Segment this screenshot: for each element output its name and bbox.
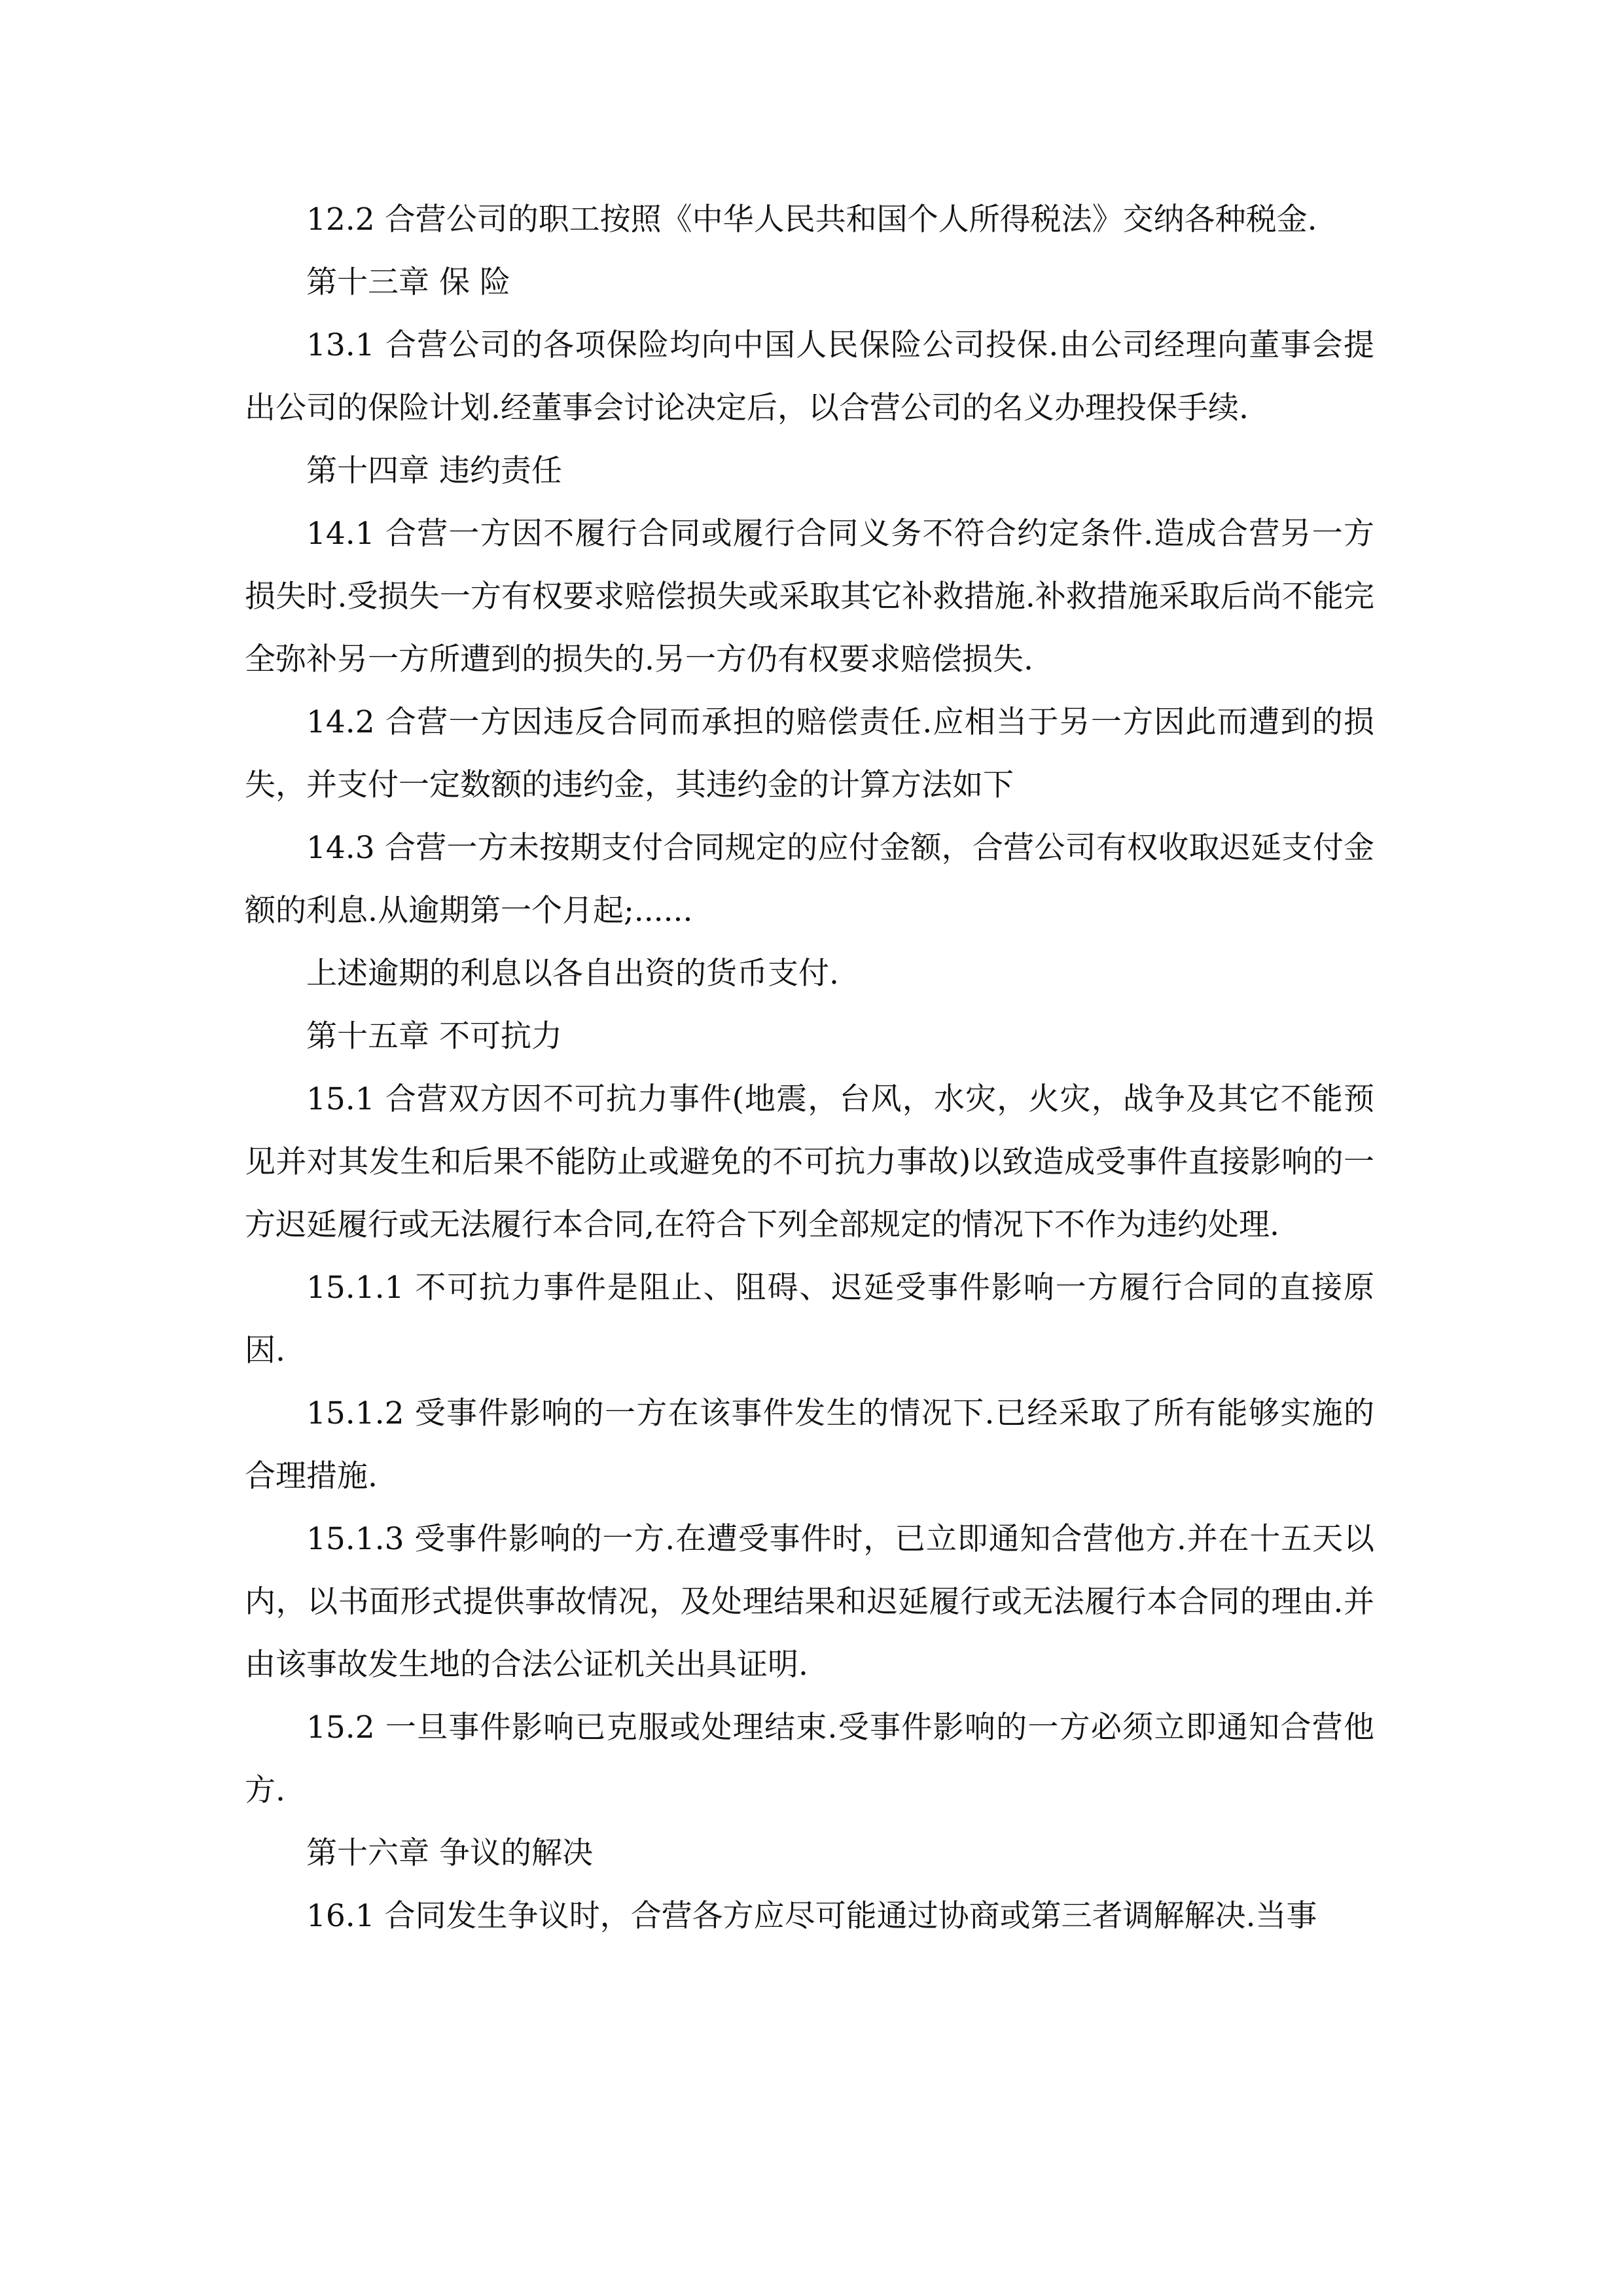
clause-15-2: 15.2 一旦事件影响已克服或处理结束.受事件影响的一方必须立即通知合营他方. [245,1710,1374,1808]
chapter-13-heading: 第十三章 保 险 [306,264,510,300]
clause-14-1: 14.1 合营一方因不履行合同或履行合同义务不符合约定条件.造成合营另一方损失时.受损失一方有权要求赔偿损失或采取其它补救措施.补救措施采取后尚不能完全弥补另一方所遭到的损失的.另一方仍有权要求赔偿损失. [245,516,1374,677]
clause-14-3: 14.3 合营一方未按期支付合同规定的应付金额，合营公司有权收取迟延支付金额的利息.从逾期第一个月起;...... [245,830,1374,929]
clause-15-1-1: 15.1.1 不可抗力事件是阻止、阻碍、迟延受事件影响一方履行合同的直接原因. [245,1270,1374,1369]
document-body [245,188,1374,1948]
clause-16-1: 16.1 合同发生争议时，合营各方应尽可能通过协商或第三者调解解决.当事 [306,1898,1317,1934]
chapter-16-heading: 第十六章 争议的解决 [306,1835,593,1871]
chapter-15-heading: 第十五章 不可抗力 [306,1018,562,1054]
clause-15-1: 15.1 合营双方因不可抗力事件(地震，台风，水灾，火灾，战争及其它不能预见并对其发生和后果不能防止或避免的不可抗力事故)以致造成受事件直接影响的一方迟延履行或无法履行本合同,在符合下列全部规定的情况下不作为违约处理. [245,1081,1374,1243]
clause-13-1: 13.1 合营公司的各项保险均向中国人民保险公司投保.由公司经理向董事会提出公司的保险计划.经董事会讨论决定后，以合营公司的名义办理投保手续. [245,327,1374,426]
clause-12-2: 12.2 合营公司的职工按照《中华人民共和国个人所得税法》交纳各种税金. [306,202,1317,238]
clause-15-1-2: 15.1.2 受事件影响的一方在该事件发生的情况下.已经采取了所有能够实施的合理措施. [245,1395,1374,1494]
chapter-14-heading: 第十四章 违约责任 [306,453,562,489]
clause-14-2: 14.2 合营一方因违反合同而承担的赔偿责任.应相当于另一方因此而遭到的损失，并支付一定数额的违约金，其违约金的计算方法如下 [245,704,1374,803]
clause-14-3-note: 上述逾期的利息以各自出资的货币支付. [306,956,839,992]
clause-15-1-3: 15.1.3 受事件影响的一方.在遭受事件时，已立即通知合营他方.并在十五天以内，以书面形式提供事故情况，及处理结果和迟延履行或无法履行本合同的理由.并由该事故发生地的合法公证机关出具证明. [245,1521,1374,1683]
